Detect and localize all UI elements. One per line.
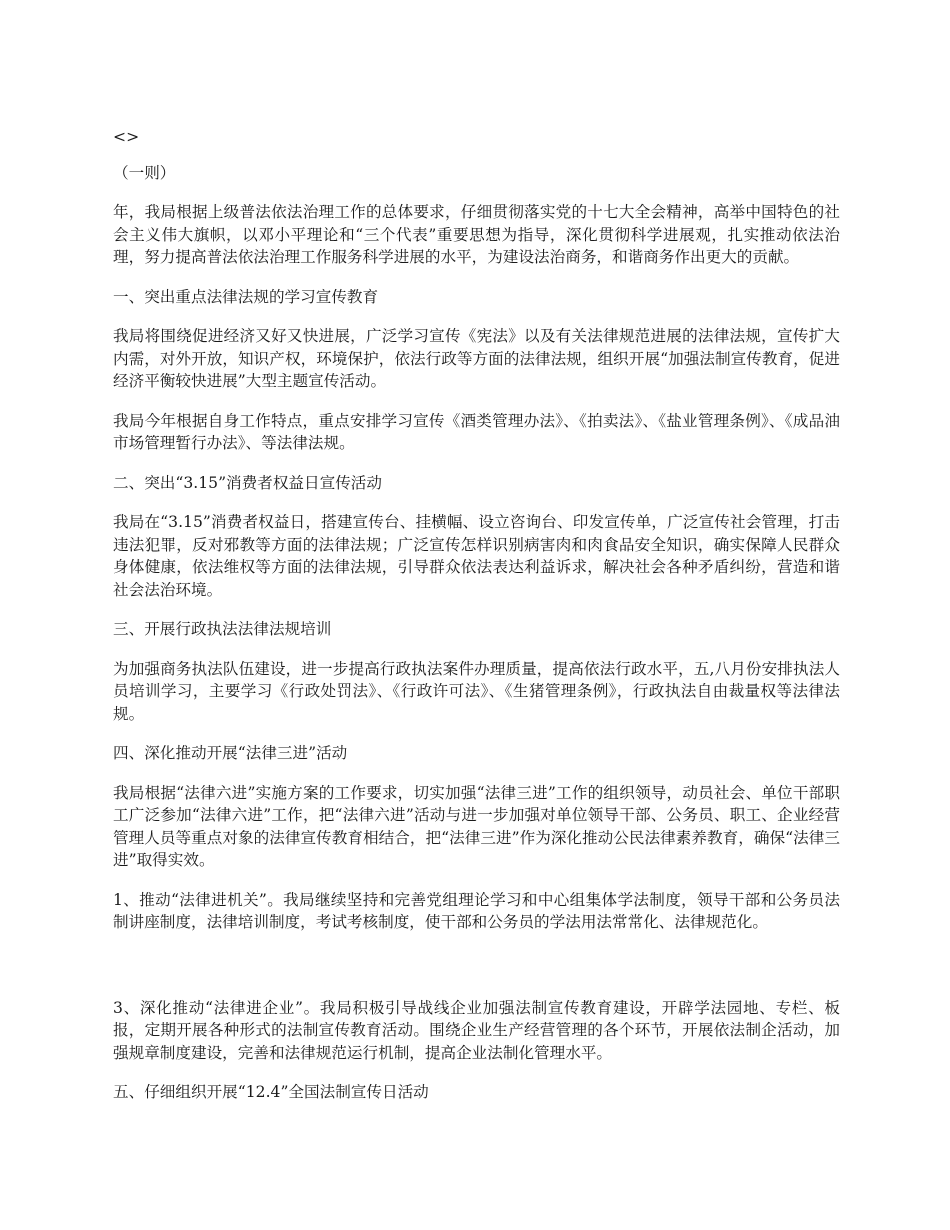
body-paragraph: 我局今年根据自身工作特点，重点安排学习宣传《酒类管理办法》、《拍卖法》、《盐业管理条例》、《成品油市场管理暂行办法》、等法律法规。 — [113, 411, 840, 452]
list-item-paragraph: 1、推动“法律进机关”。我局继续坚持和完善党组理论学习和中心组集体学法制度，领导干部和公务员法制讲座制度，法律培训制度，考试考核制度，使干部和公务员的学法用法常常化、法律规范化。 — [113, 890, 840, 931]
section-heading-5: 五、仔细组织开展“12.4”全国法制宣传日活动 — [113, 1083, 429, 1101]
document-page — [113, 126, 840, 1121]
list-item-paragraph: 3、深化推动“法律进企业”。我局积极引导战线企业加强法制宣传教育建设，开辟学法园地、专栏、板报，定期开展各种形式的法制宣传教育活动。围绕企业生产经营管理的各个环节，开展依法制企活动，加强规章制度建设，完善和法律规范运行机制，提高企业法制化管理水平。 — [113, 998, 840, 1062]
section-heading-2: 二、突出“3.15”消费者权益日宣传活动 — [113, 473, 382, 492]
doc-title-marker: <> — [113, 128, 140, 146]
body-paragraph: 为加强商务执法队伍建设，进一步提高行政执法案件办理质量，提高依法行政水平，五,八月份安排执法人员培训学习，主要学习《行政处罚法》、《行政许可法》、《生猪管理条例》，行政执法自由裁量权等法律法规。 — [113, 659, 840, 723]
blank-gap — [113, 951, 840, 997]
doc-subtitle: （一则） — [113, 163, 176, 182]
body-paragraph: 我局根据“法律六进”实施方案的工作要求，切实加强“法律三进”工作的组织领导，动员社会、单位干部职工广泛参加“法律六进”工作，把“法律六进”活动与进一步加强对单位领导干部、公务员、职工、企业经营管理人员等重点对象的法律宣传教育相结合，把“法律三进”作为深化推动公民法律素养教育，确保“法律三进”取得实效。 — [113, 783, 840, 869]
section-heading-4: 四、深化推动开展“法律三进”活动 — [113, 744, 348, 762]
body-paragraph: 我局在“3.15”消费者权益日，搭建宣传台、挂横幅、设立咨询台、印发宣传单，广泛宣传社会管理，打击违法犯罪，反对邪教等方面的法律法规；广泛宣传怎样识别病害肉和肉食品安全知识，确实保障人民群众身体健康，依法维权等方面的法律法规，引导群众依法表达利益诉求，解决社会各种矛盾纠纷，营造和谐社会法治环境。 — [113, 513, 840, 599]
intro-paragraph: 年，我局根据上级普法依法治理工作的总体要求，仔细贯彻落实党的十七大全会精神，高举中国特色的社会主义伟大旗帜，以邓小平理论和“三个代表”重要思想为指导，深化贯彻科学进展观，扎实推动依法治理，努力提高普法依法治理工作服务科学进展的水平，为建设法治商务，和谐商务作出更大的贡献。 — [113, 203, 840, 266]
section-heading-3: 三、开展行政执法法律法规培训 — [113, 620, 332, 638]
section-heading-1: 一、突出重点法律法规的学习宣传教育 — [113, 287, 379, 306]
body-paragraph: 我局将围绕促进经济又好又快进展，广泛学习宣传《宪法》以及有关法律规范进展的法律法规，宣传扩大内需，对外开放，知识产权，环境保护，依法行政等方面的法律法规，组织开展“加强法制宣传教育，促进经济平衡较快进展”大型主题宣传活动。 — [113, 327, 840, 390]
